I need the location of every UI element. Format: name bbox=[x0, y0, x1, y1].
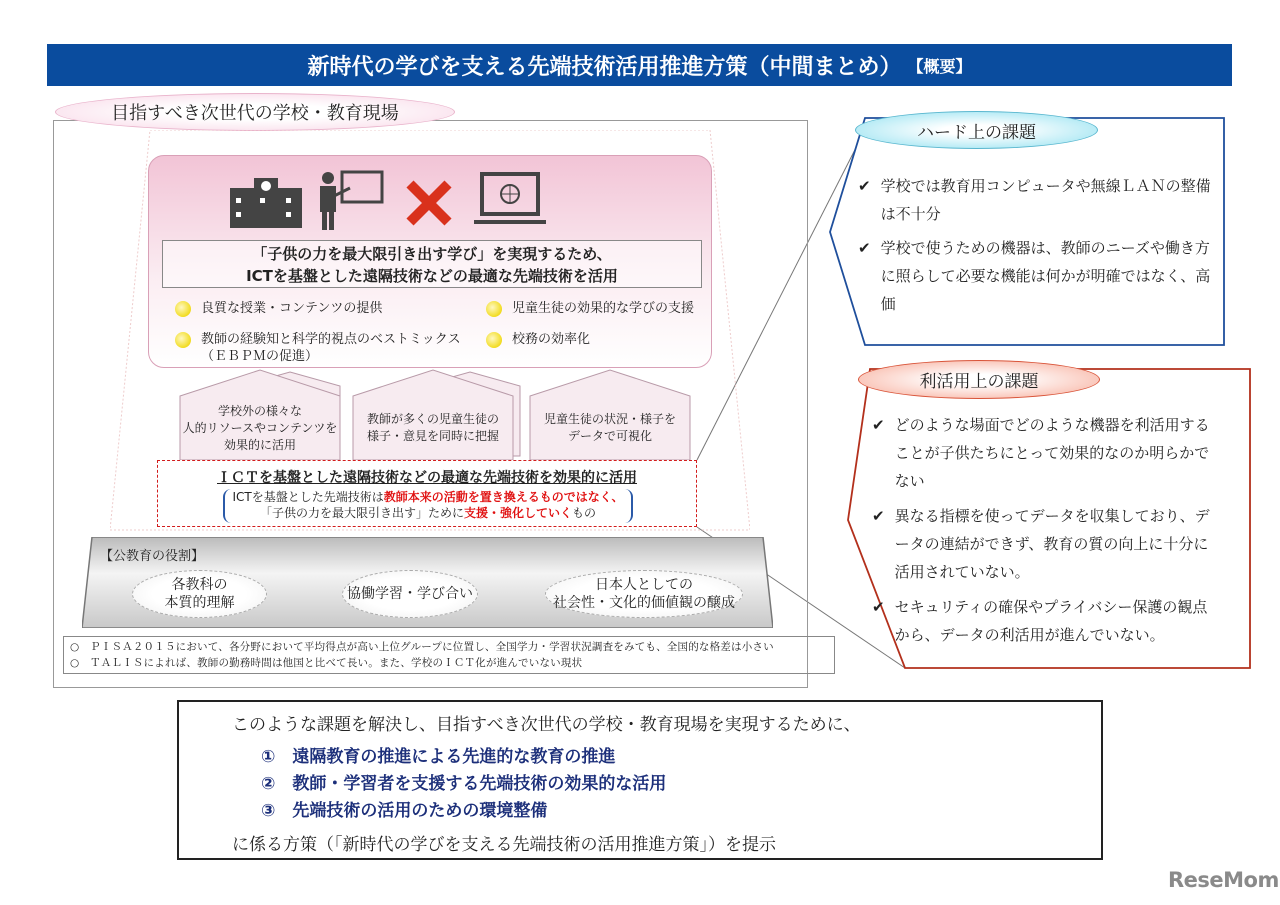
hard-list bbox=[858, 172, 1220, 318]
ict-body: ICTを基盤とした先端技術は教師本来の活動を置き換えるものではなく、 「子供の力を最大限引き出す」ために支援・強化していくもの bbox=[223, 489, 633, 523]
title-sub: 【概要】 bbox=[907, 56, 972, 76]
role-oval: 各教科の 本質的理解 bbox=[132, 570, 267, 618]
bullet-item: 良質な授業・コンテンツの提供 bbox=[175, 300, 382, 317]
usage-list bbox=[872, 411, 1220, 649]
school-icon bbox=[230, 178, 302, 228]
left-label: 目指すべき次世代の学校・教育現場 bbox=[55, 93, 455, 131]
conclusion-box bbox=[177, 700, 1103, 860]
measure-item: ① 遠隔教育の推進による先進的な教育の推進 bbox=[261, 747, 616, 767]
resemom-logo: ReseMom bbox=[1168, 868, 1279, 892]
bullet-item: 児童生徒の効果的な学びの支援 bbox=[486, 300, 694, 317]
title-main: 新時代の学びを支える先端技術活用推進方策（中間まとめ） bbox=[307, 54, 902, 80]
hard-label: ハード上の課題 bbox=[855, 111, 1098, 149]
bullet-item: 教師の経験知と科学的視点のベストミックス （ＥＢＰＭの促進） bbox=[175, 331, 461, 365]
list-item: ✔ 学校で使うための機器は、教師のニーズや働き方に照らして必要な機能は何かが明確ではなく、高価 bbox=[858, 234, 1220, 318]
role-oval: 協働学習・学び合い bbox=[342, 570, 478, 618]
conclusion-outro: に係る方策（「新時代の学びを支える先端技術の活用推進方策」）を提示 bbox=[232, 835, 776, 855]
bullet-icon bbox=[175, 301, 191, 317]
check-icon: ✔ bbox=[858, 177, 871, 195]
check-icon: ✔ bbox=[872, 598, 885, 616]
bullet-item: 校務の効率化 bbox=[486, 331, 590, 348]
check-icon: ✔ bbox=[872, 507, 885, 525]
list-item: ✔ 学校では教育用コンピュータや無線ＬＡＮの整備は不十分 bbox=[858, 172, 1220, 228]
house-1-text: 学校外の様々な 人的リソースやコンテンツを 効果的に活用 bbox=[182, 403, 338, 452]
conclusion-intro: このような課題を解決し、目指すべき次世代の学校・教育現場を実現するために、 bbox=[232, 715, 861, 735]
house-2-text: 教師が多くの児童生徒の 様子・意見を同時に把握 bbox=[366, 412, 499, 443]
public-education-label: 【公教育の役割】 bbox=[100, 549, 205, 564]
measure-item: ② 教師・学習者を支援する先端技術の効果的な活用 bbox=[261, 774, 667, 794]
list-item: ✔ 異なる指標を使ってデータを収集しており、データの連結ができず、教育の質の向上に十分に活用されていない。 bbox=[872, 502, 1220, 586]
role-oval: 日本人としての 社会性・文化的価値観の醸成 bbox=[545, 570, 743, 618]
ict-title: ＩＣＴを基盤とした遠隔技術などの最適な先端技術を効果的に活用 bbox=[217, 470, 637, 486]
bullet-icon bbox=[175, 332, 191, 348]
list-item: ✔ セキュリティの確保やプライバシー保護の観点から、データの利活用が進んでいない。 bbox=[872, 593, 1220, 649]
check-icon: ✔ bbox=[858, 239, 871, 257]
teacher-icon bbox=[320, 172, 382, 230]
laptop-globe-icon bbox=[474, 174, 546, 222]
usage-label: 利活用上の課題 bbox=[858, 360, 1100, 399]
main-message: 「子供の力を最大限引き出す学び」を実現するため、 ICTを基盤とした遠隔技術などの最適な先端技術を活用 bbox=[162, 240, 702, 288]
bullet-icon bbox=[486, 301, 502, 317]
notes-box: ○ ＰＩＳＡ２０１５において、各分野において平均得点が高い上位グループに位置し、全国学力・学習状況調査をみても、全国的な格差は小さい ○ ＴＡＬＩＳによれば、教師の勤務時間は他国と比べて長い。また、学校のＩＣＴ化が進んでいない現状 bbox=[63, 636, 835, 674]
ict-box bbox=[157, 460, 697, 527]
bullet-icon bbox=[486, 332, 502, 348]
check-icon: ✔ bbox=[872, 416, 885, 434]
house-3-text: 児童生徒の状況・様子を データで可視化 bbox=[543, 412, 676, 443]
cross-icon bbox=[410, 184, 448, 222]
measure-item: ③ 先端技術の活用のための環境整備 bbox=[261, 801, 548, 821]
list-item: ✔ どのような場面でどのような機器を利活用することが子供たちにとって効果的なのか明らかでない bbox=[872, 411, 1220, 495]
